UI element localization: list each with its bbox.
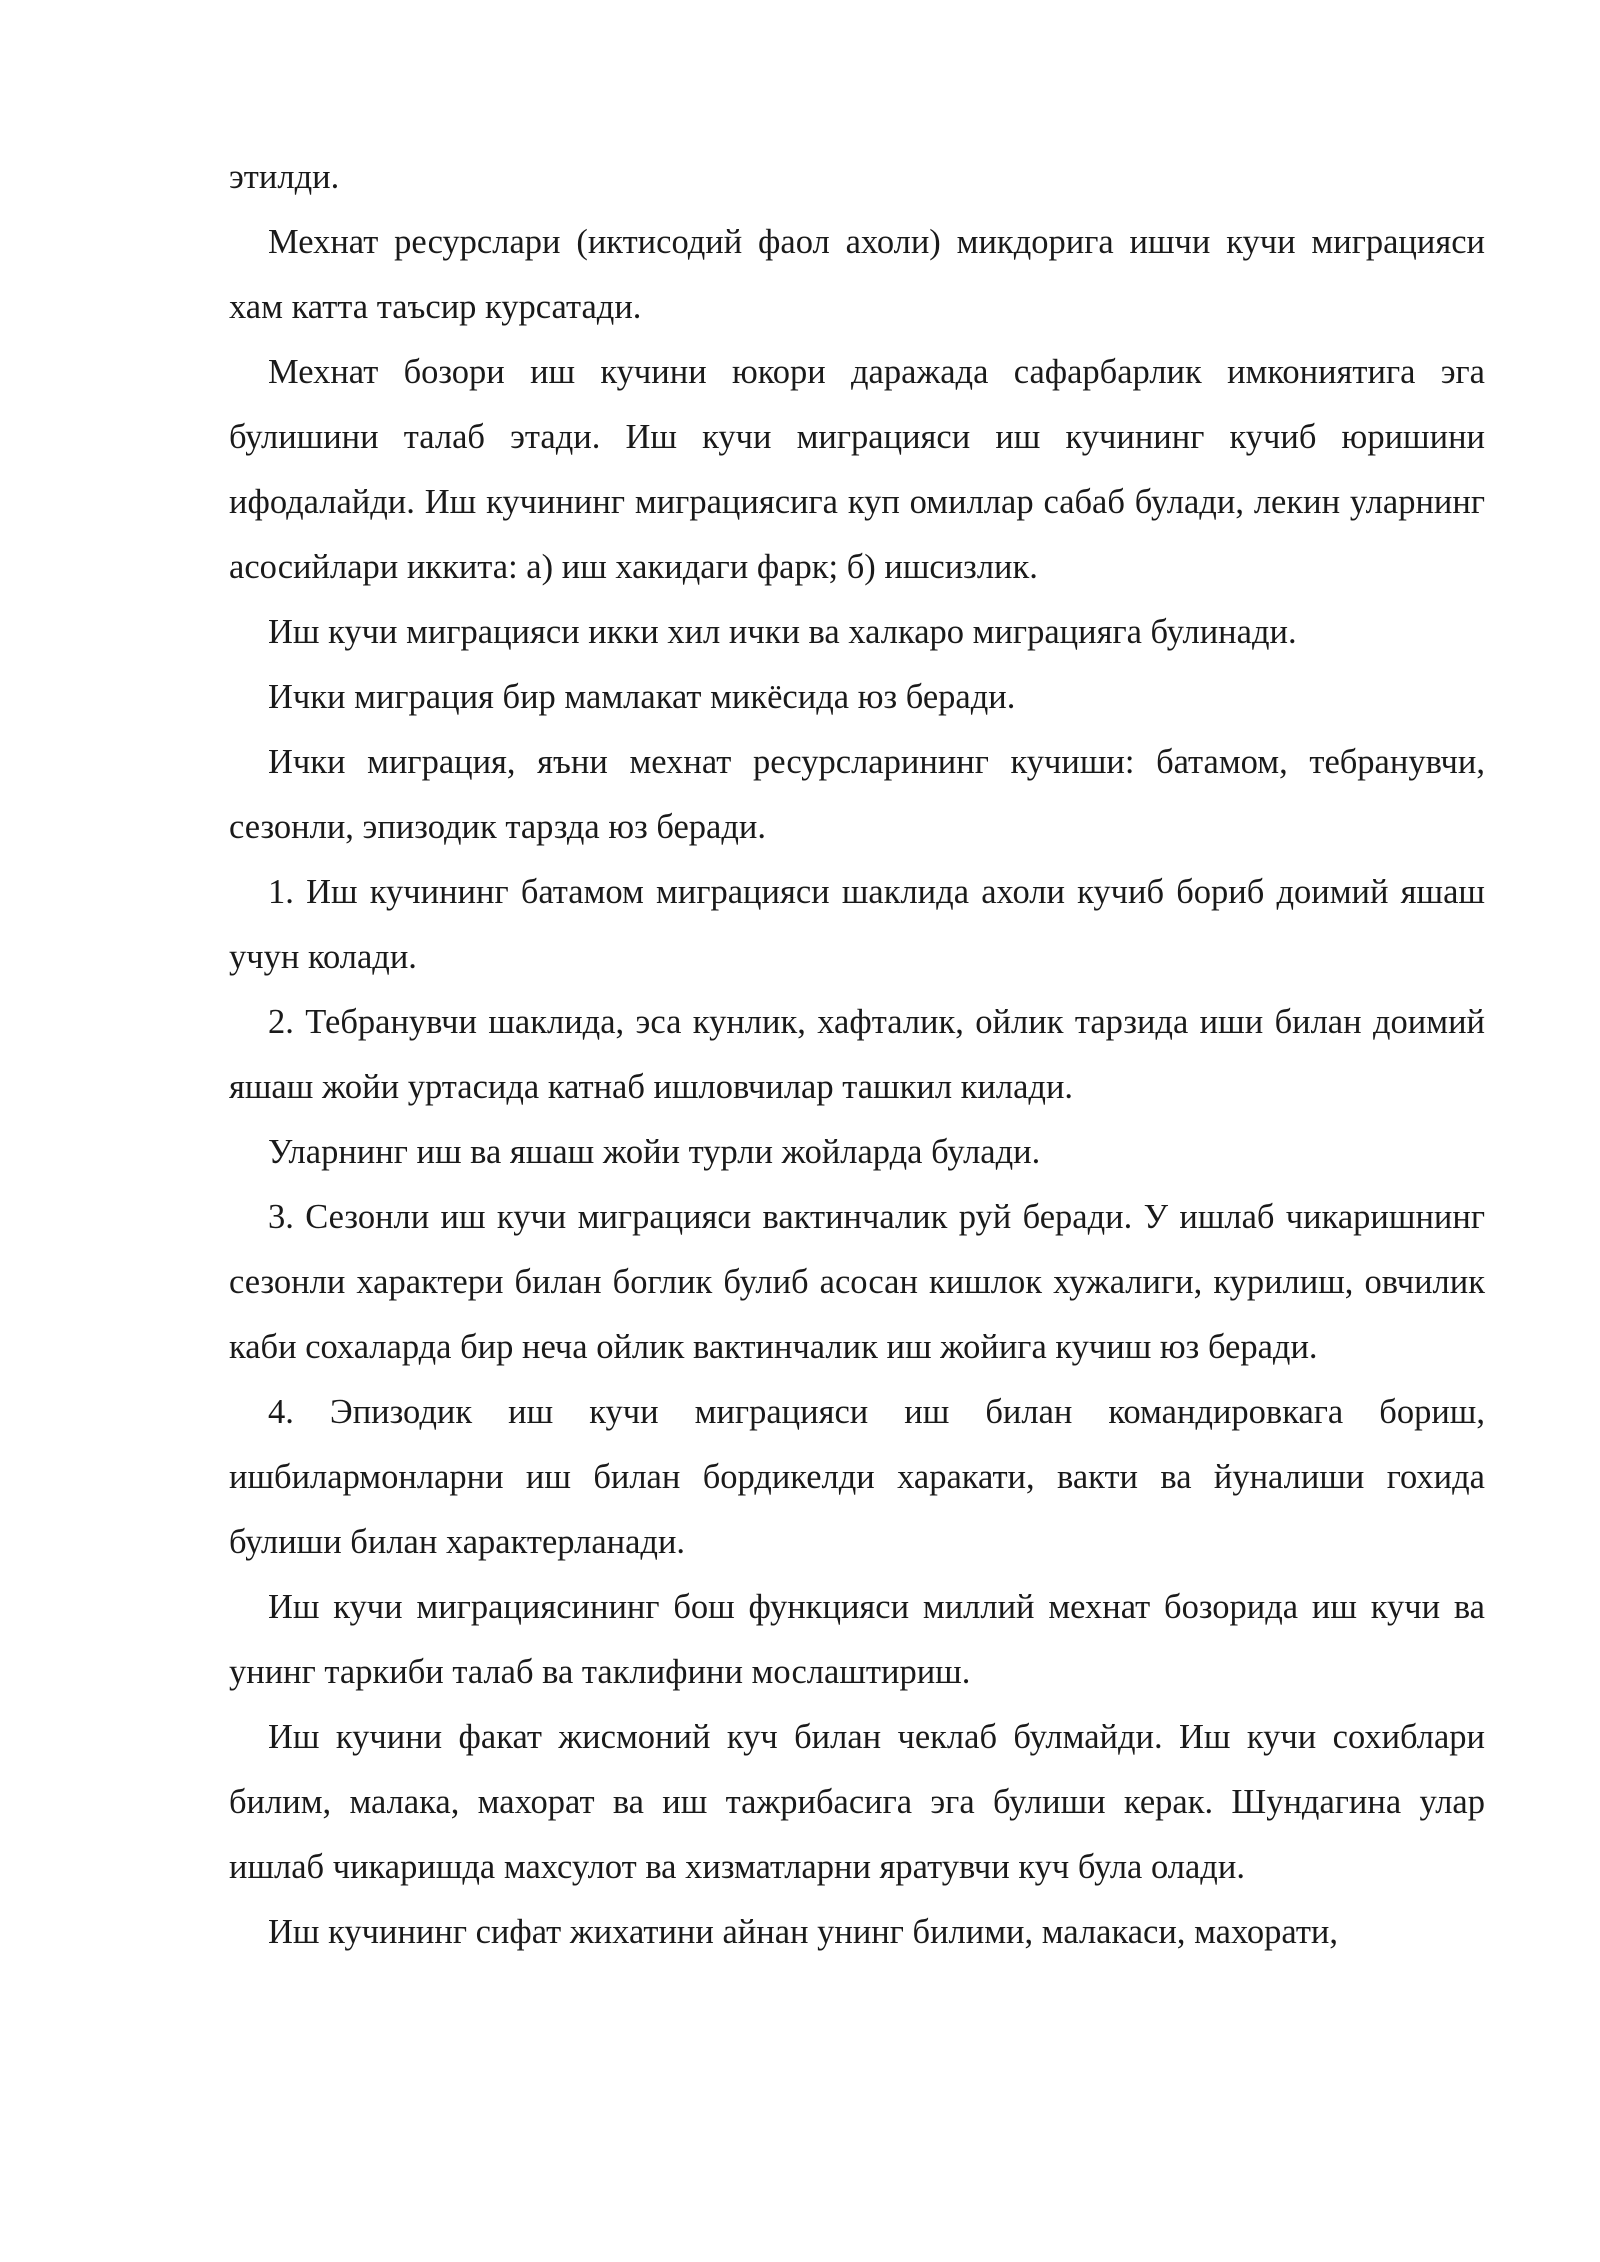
paragraph: этилди. (229, 158, 340, 196)
paragraph: Мехнат ресурслари (иктисодий фаол ахоли) микдорига ишчи кучи миграцияси хам катта таъсир курсатади. (229, 223, 1485, 326)
paragraph: Иш кучи миграциясининг бош функцияси миллий мехнат бозорида иш кучи ва унинг таркиби талаб ва таклифини мослаштириш. (229, 1588, 1485, 1691)
paragraph: Мехнат бозори иш кучини юкори даражада сафарбарлик имкониятига эга булишини талаб этади. Иш кучи миграцияси иш кучининг кучиб юришини ифодалайди. Иш кучининг миграциясига куп омиллар сабаб булади, лекин уларнинг асосийлари иккита: а) иш хакидаги фарк; б) ишсизлик. (229, 353, 1485, 586)
numbered-paragraph: 3. Сезонли иш кучи миграцияси вактинчалик руй беради. У ишлаб чикаришнинг сезонли характери билан боглик булиб асосан кишлок хужалиги, курилиш, овчилик каби сохаларда бир неча ойлик вактинчалик иш жойига кучиш юз беради. (229, 1198, 1485, 1366)
paragraph: Иш кучининг сифат жихатини айнан унинг билими, малакаси, махорати, (268, 1913, 1339, 1951)
paragraph: Иш кучини факат жисмоний куч билан чеклаб булмайди. Иш кучи сохиблари билим, малака, махорат ва иш тажрибасига эга булиши керак. Шундагина улар ишлаб чикаришда махсулот ва хизматларни яратувчи куч була олади. (229, 1718, 1485, 1886)
numbered-paragraph: 4. Эпизодик иш кучи миграцияси иш билан командировкага бориш, ишбилармонларни иш билан бордикелди харакати, вакти ва йуналиши гохида булиши билан характерланади. (229, 1393, 1485, 1561)
numbered-paragraph: 2. Тебранувчи шаклида, эса кунлик, хафталик, ойлик тарзида иши билан доимий яшаш жойи уртасида катнаб ишловчилар ташкил килади. (229, 1003, 1485, 1106)
document-body (229, 145, 1485, 1965)
numbered-paragraph: 1. Иш кучининг батамом миграцияси шаклида ахоли кучиб бориб доимий яшаш учун колади. (229, 873, 1485, 976)
paragraph: Ички миграция, яъни мехнат ресурсларининг кучиши: батамом, тебранувчи, сезонли, эпизодик тарзда юз беради. (229, 743, 1485, 846)
paragraph: Уларнинг иш ва яшаш жойи турли жойларда булади. (268, 1133, 1041, 1171)
paragraph: Ички миграция бир мамлакат микёсида юз беради. (268, 678, 1016, 716)
paragraph: Иш кучи миграцияси икки хил ички ва халкаро миграцияга булинади. (268, 613, 1297, 651)
